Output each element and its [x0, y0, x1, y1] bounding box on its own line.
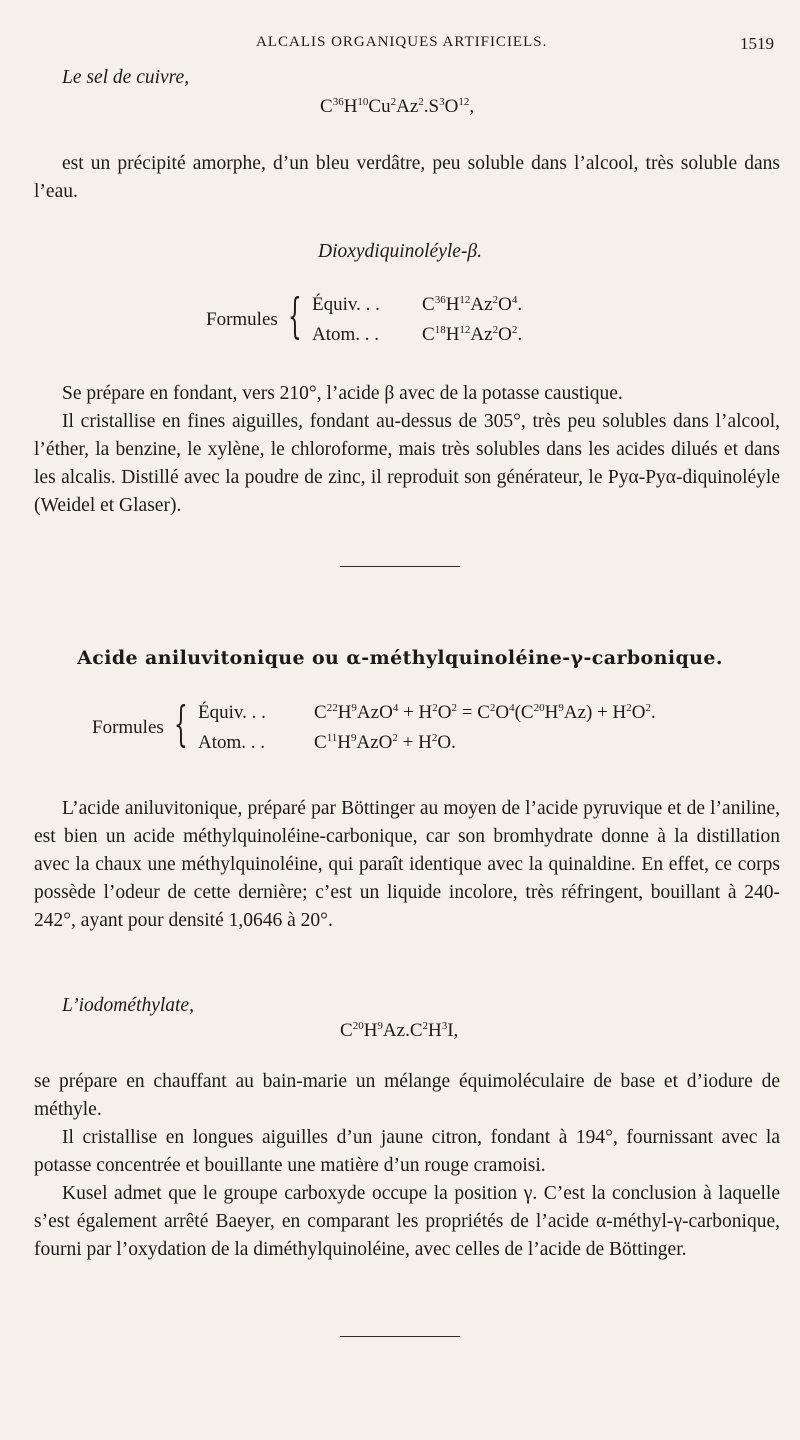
- dioxy-title: Dioxydiquinoléyle-β.: [317, 241, 483, 262]
- equiv-label: Équiv. . .: [312, 294, 380, 315]
- section-divider: [340, 1336, 460, 1337]
- sel-cuivre-label: Le sel de cuivre,: [62, 67, 190, 88]
- acide-paragraph-3: Il cristallise en longues aiguilles d’un jaune citron, fondant à 194°, fournissant avec la potasse concentrée et bouillante une matière d’un rouge cramoisi.: [34, 1127, 780, 1176]
- atom-row: [198, 732, 456, 754]
- dioxy-paragraph-1: Se prépare en fondant, vers 210°, l’acide β avec de la potasse caustique.: [62, 383, 623, 404]
- equiv-formula: $C^{36}H^{12}Az^2O^4$.: [422, 294, 523, 315]
- equiv-formula: $C^{22}H^9AzO^4 + H^2O^2 = C^2O^4(C^{20}H^9Az) + H^2O^2$.: [314, 702, 656, 723]
- running-title: ALCALIS ORGANIQUES ARTIFICIELS.: [256, 34, 548, 50]
- iodo-label: L’iodométhylate,: [62, 995, 194, 1016]
- acide-paragraph-2: se prépare en chauffant au bain-marie un mélange équimoléculaire de base et d’iodure de méthyle.: [34, 1071, 780, 1120]
- atom-row: [312, 324, 522, 346]
- atom-label: Atom. . .: [312, 324, 380, 345]
- brace-icon: {: [174, 696, 188, 752]
- acide-paragraph-1: L’acide aniluvitonique, préparé par Böttinger au moyen de l’acide pyruvique et de l’aniline, est bien un acide méthylquinoléine-carbonique, car son bromhydrate donne à la distillation avec la chaux une méthylquinoléine, qui paraît identique avec la quinaldine. En effet, ce corps possède l’odeur de cette dernière; c’est un liquide incolore, très réfringent, bouillant à 240-242°, ayant pour densité 1,0646 à 20°.: [34, 798, 780, 931]
- equiv-row: [198, 702, 656, 724]
- section-heading: Acide aniluvitonique ou α-méthylquinoléine-γ-carbonique.: [77, 647, 723, 669]
- dioxy-text: [34, 380, 780, 520]
- equiv-label: Équiv. . .: [198, 702, 266, 723]
- atom-label: Atom. . .: [198, 732, 266, 753]
- section-divider: [340, 566, 460, 567]
- acide-text-1: [34, 795, 780, 935]
- sel-cuivre-formula: $C^{36}H^{10}Cu^2Az^2.S^3O^{12}$,: [320, 96, 475, 117]
- page-number: 1519: [740, 34, 774, 53]
- acide-text-2: [34, 1068, 780, 1264]
- acide-paragraph-4: Kusel admet que le groupe carboxyde occupe la position γ. C’est la conclusion à laquelle s’est également arrêté Baeyer, en comparant les propriétés de l’acide α-méthyl-γ-carbonique, fourni par l’oxydation de la diméthylquinoléine, avec celles de l’acide de Böttinger.: [34, 1183, 780, 1260]
- brace-icon: {: [288, 288, 302, 344]
- atom-formula: $C^{11}H^9AzO^2 + H^2O$.: [314, 732, 456, 753]
- equiv-row: [312, 294, 522, 316]
- sel-cuivre-description: est un précipité amorphe, d’un bleu verdâtre, peu soluble dans l’alcool, très soluble dans l’eau.: [34, 153, 780, 202]
- iodo-formula: $C^{20}H^9Az.C^2H^3I$,: [340, 1020, 459, 1041]
- formules-label: Formules: [92, 717, 164, 738]
- formules-label: Formules: [206, 309, 278, 330]
- atom-formula: $C^{18}H^{12}Az^2O^2$.: [422, 324, 523, 345]
- dioxy-paragraph-2: Il cristallise en fines aiguilles, fondant au-dessus de 305°, très peu solubles dans l’alcool, l’éther, la benzine, le xylène, le chloroforme, mais très solubles dans les acides dilués et dans les alcalis. Distillé avec la poudre de zinc, il reproduit son générateur, le Pyα-Pyα-diquinoléyle (Weidel et Glaser).: [34, 411, 780, 516]
